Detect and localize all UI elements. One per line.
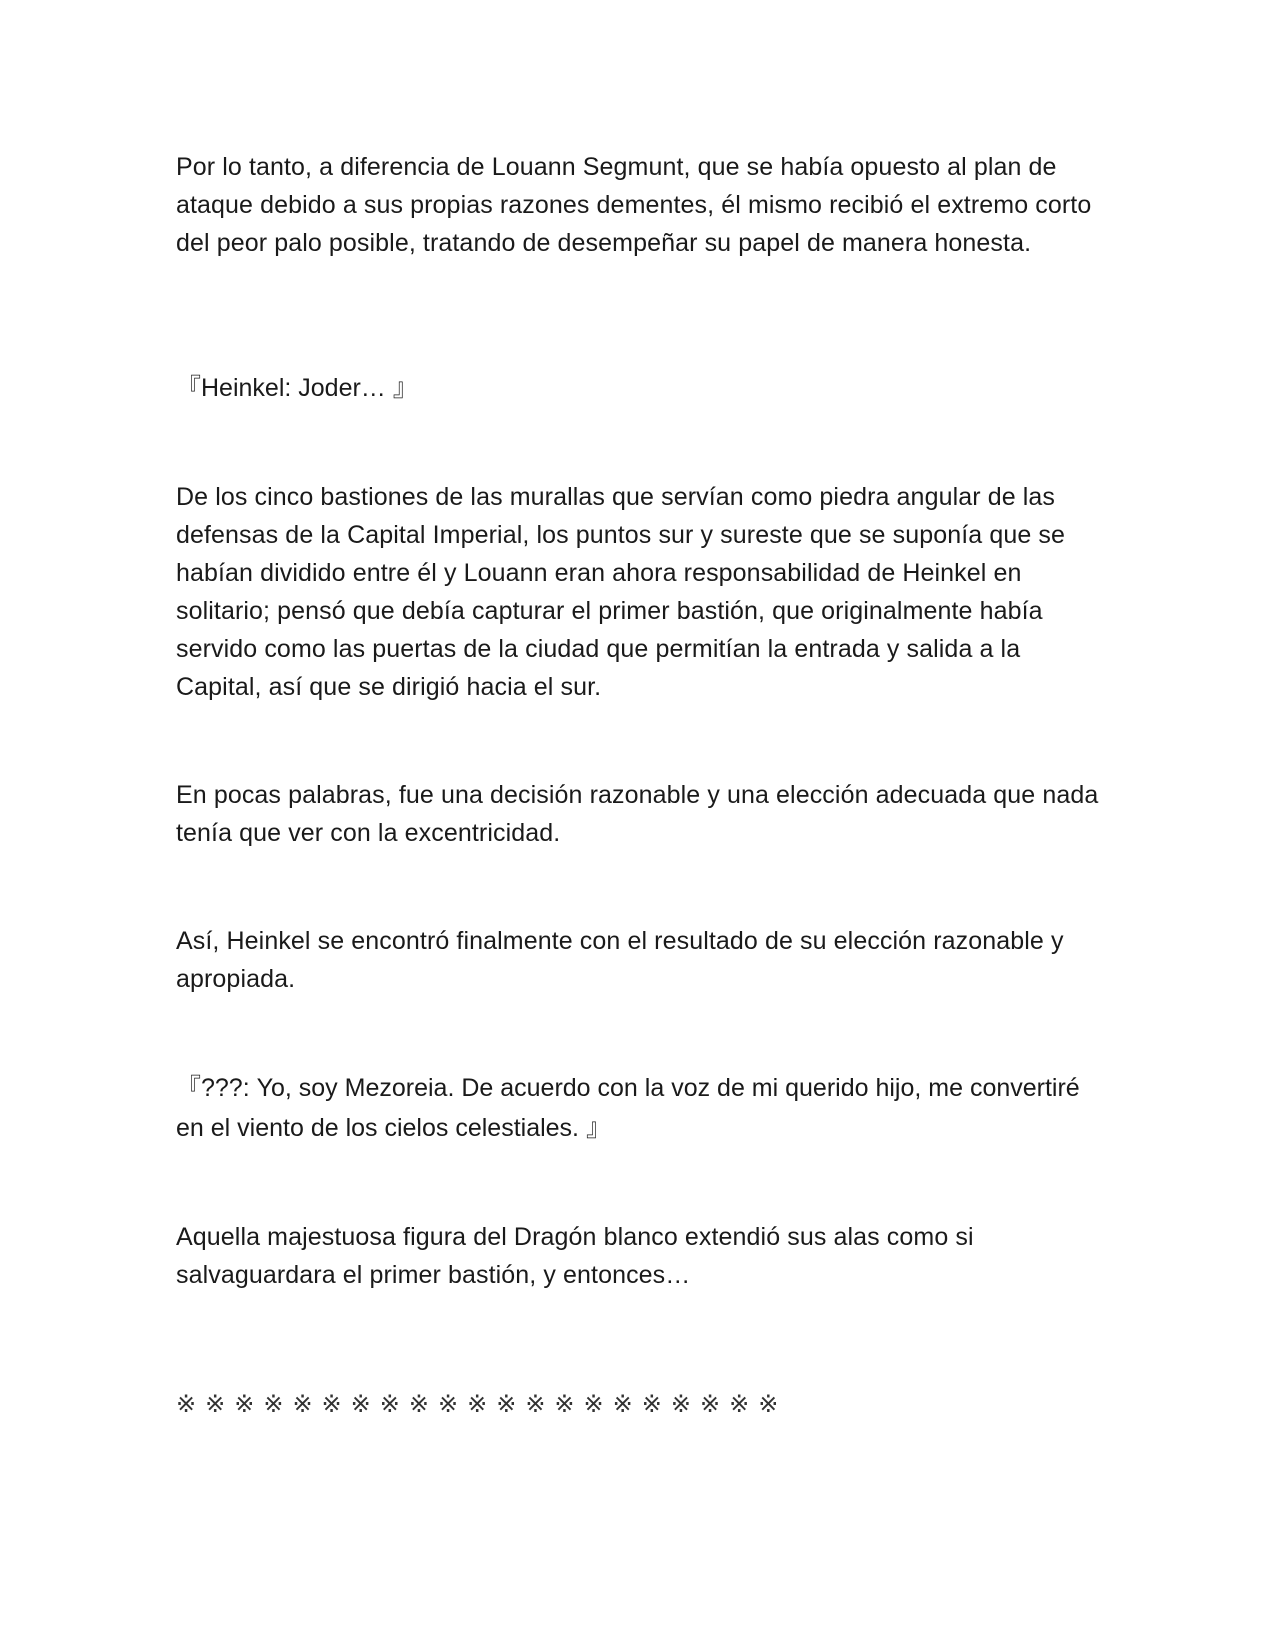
paragraph-3: En pocas palabras, fue una decisión razonable y una elección adecuada que nada tenía que ver con la excentricidad. bbox=[176, 781, 1099, 847]
paragraph-5: Aquella majestuosa figura del Dragón blanco extendió sus alas como si salvaguardara el primer bastión, y entonces… bbox=[176, 1223, 974, 1289]
section-separator: ※※※※※※※※※※※※※※※※※※※※※ bbox=[176, 1390, 788, 1418]
dialogue-heinkel: 『Heinkel: Joder… 』 bbox=[176, 374, 418, 402]
paragraph-2: De los cinco bastiones de las murallas que servían como piedra angular de las defensas de la Capital Imperial, los puntos sur y sureste que se suponía que se habían dividido entre él y Louann eran ahora responsabilidad de Heinkel en solitario; pensó que debía capturar el primer bastión, que originalmente había servido como las puertas de la ciudad que permitían la entrada y salida a la Capital, así que se dirigió hacia el sur. bbox=[176, 483, 1065, 701]
paragraph-1: Por lo tanto, a diferencia de Louann Segmunt, que se había opuesto al plan de ataque debido a sus propias razones dementes, él mismo recibió el extremo corto del peor palo posible, tratando de desempeñar su papel de manera honesta. bbox=[176, 153, 1092, 257]
paragraph-4: Así, Heinkel se encontró finalmente con el resultado de su elección razonable y apropiada. bbox=[176, 927, 1064, 993]
dialogue-mezoreia: 『???: Yo, soy Mezoreia. De acuerdo con la voz de mi querido hijo, me convertiré en el viento de los cielos celestiales. 』 bbox=[176, 1074, 1080, 1142]
